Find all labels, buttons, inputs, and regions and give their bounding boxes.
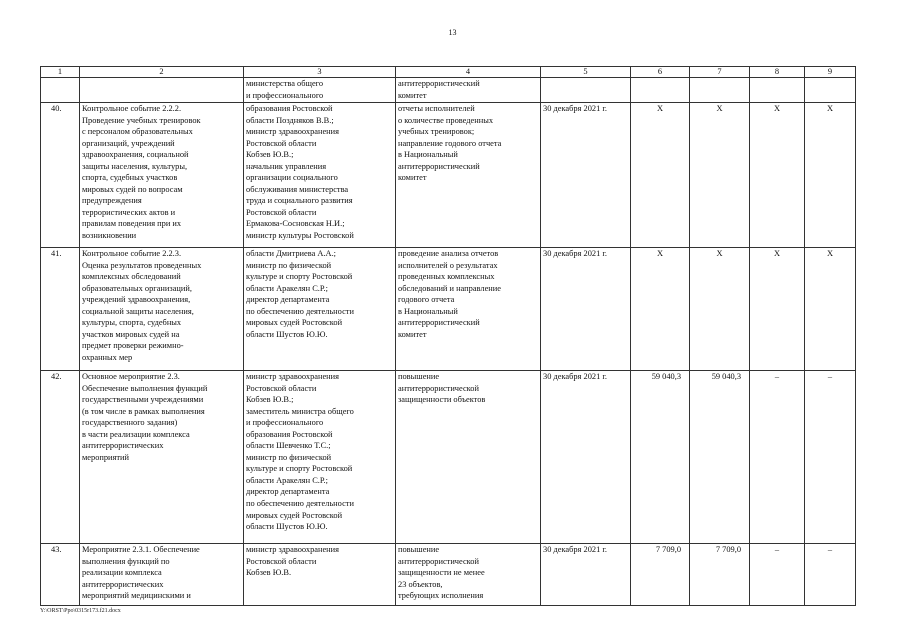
responsible-cell: области Дмитриева А.А.; министр по физической культуре и спорту Ростовской области Аракелян С.Р.; директор департамента по обеспечению деятельности мировых судей Ростовской области Шустов Ю.Ю.: [244, 248, 396, 371]
event-name-cell: Контрольное событие 2.2.2. Проведение учебных тренировок с персоналом образовательных организаций, учреждений здравоохранения, социальной защиты населения, культуры, спорта, судебных участков мировых судей по вопросам предупреждения террористических актов и правилам поведения при их возникновении: [80, 103, 244, 248]
responsible-cell: образования Ростовской области Поздняков В.В.; министр здравоохранения Ростовской области Кобзев Ю.В.; начальник управления организации социального обслуживания министерства труда и социального развития Ростовской области Ермакова-Сосновская Н.И.; министр культуры Ростовской: [244, 103, 396, 248]
file-path-footer: Y:\ORST\Ppo\0315r173.f21.docx: [40, 608, 121, 614]
row-number: 42.: [41, 371, 80, 544]
header-cell: 2: [80, 67, 244, 78]
value-cell: –: [750, 544, 805, 606]
value-cell: Х: [631, 248, 690, 371]
cell: [690, 78, 750, 103]
value-cell: Х: [690, 103, 750, 248]
value-cell: 7 709,0: [690, 544, 750, 606]
value-cell: Х: [805, 103, 856, 248]
value-cell: 59 040,3: [631, 371, 690, 544]
result-cell: повышение антитеррористической защищенности не менее 23 объектов, требующих исполнения: [396, 544, 541, 606]
row-number: 43.: [41, 544, 80, 606]
header-cell: 6: [631, 67, 690, 78]
result-cell: отчеты исполнителей о количестве проведенных учебных тренировок; направление годового отчета в Национальный антитеррористический комитет: [396, 103, 541, 248]
cell: [541, 78, 631, 103]
cell: [750, 78, 805, 103]
header-cell: 8: [750, 67, 805, 78]
table-row: [41, 248, 856, 371]
event-name-cell: Основное мероприятие 2.3. Обеспечение выполнения функций государственными учреждениями (в том числе в рамках выполнения государственного задания) в части реализации комплекса антитеррористических мероприятий: [80, 371, 244, 544]
value-cell: –: [750, 371, 805, 544]
page-number: 13: [448, 28, 457, 37]
result-cell: проведение анализа отчетов исполнителей о результатах проведенных комплексных обследований и направление годового отчета в Национальный антитеррористический комитет: [396, 248, 541, 371]
cell: [631, 78, 690, 103]
event-name-cell: Мероприятие 2.3.1. Обеспечение выполнения функций по реализации комплекса антитеррористических мероприятий медицинскими и: [80, 544, 244, 606]
header-cell: 7: [690, 67, 750, 78]
value-cell: Х: [631, 103, 690, 248]
date-cell: 30 декабря 2021 г.: [541, 371, 631, 544]
result-cell: антитеррористический комитет: [396, 78, 541, 103]
cell: [41, 78, 80, 103]
header-cell: 4: [396, 67, 541, 78]
table-row: [41, 103, 856, 248]
value-cell: Х: [750, 103, 805, 248]
value-cell: –: [805, 371, 856, 544]
value-cell: 7 709,0: [631, 544, 690, 606]
table-row: [41, 371, 856, 544]
date-cell: 30 декабря 2021 г.: [541, 544, 631, 606]
row-number: 40.: [41, 103, 80, 248]
result-cell: повышение антитеррористической защищенности объектов: [396, 371, 541, 544]
responsible-cell: министерства общего и профессионального: [244, 78, 396, 103]
cell: [805, 78, 856, 103]
header-cell: 9: [805, 67, 856, 78]
header-cell: 5: [541, 67, 631, 78]
header-row: [41, 67, 856, 78]
value-cell: 59 040,3: [690, 371, 750, 544]
value-cell: Х: [805, 248, 856, 371]
event-name-cell: Контрольное событие 2.2.3. Оценка результатов проведенных комплексных обследований образовательных организаций, учреждений здравоохранения, социальной защиты населения, культуры, спорта, судебных участков мировых судей на предмет проверки режимно- охранных мер: [80, 248, 244, 371]
continuation-row: [41, 78, 856, 103]
value-cell: –: [805, 544, 856, 606]
cell: [80, 78, 244, 103]
date-cell: 30 декабря 2021 г.: [541, 248, 631, 371]
row-number: 41.: [41, 248, 80, 371]
date-cell: 30 декабря 2021 г.: [541, 103, 631, 248]
value-cell: Х: [750, 248, 805, 371]
responsible-cell: министр здравоохранения Ростовской области Кобзев Ю.В.: [244, 544, 396, 606]
responsible-cell: министр здравоохранения Ростовской области Кобзев Ю.В.; заместитель министра общего и профессионального образования Ростовской области Шевченко Т.С.; министр по физической культуре и спорту Ростовской области Аракелян С.Р.; директор департамента по обеспечению деятельности мировых судей Ростовской области Шустов Ю.Ю.: [244, 371, 396, 544]
events-table: [40, 66, 856, 606]
value-cell: Х: [690, 248, 750, 371]
header-cell: 1: [41, 67, 80, 78]
table-row: [41, 544, 856, 606]
header-cell: 3: [244, 67, 396, 78]
